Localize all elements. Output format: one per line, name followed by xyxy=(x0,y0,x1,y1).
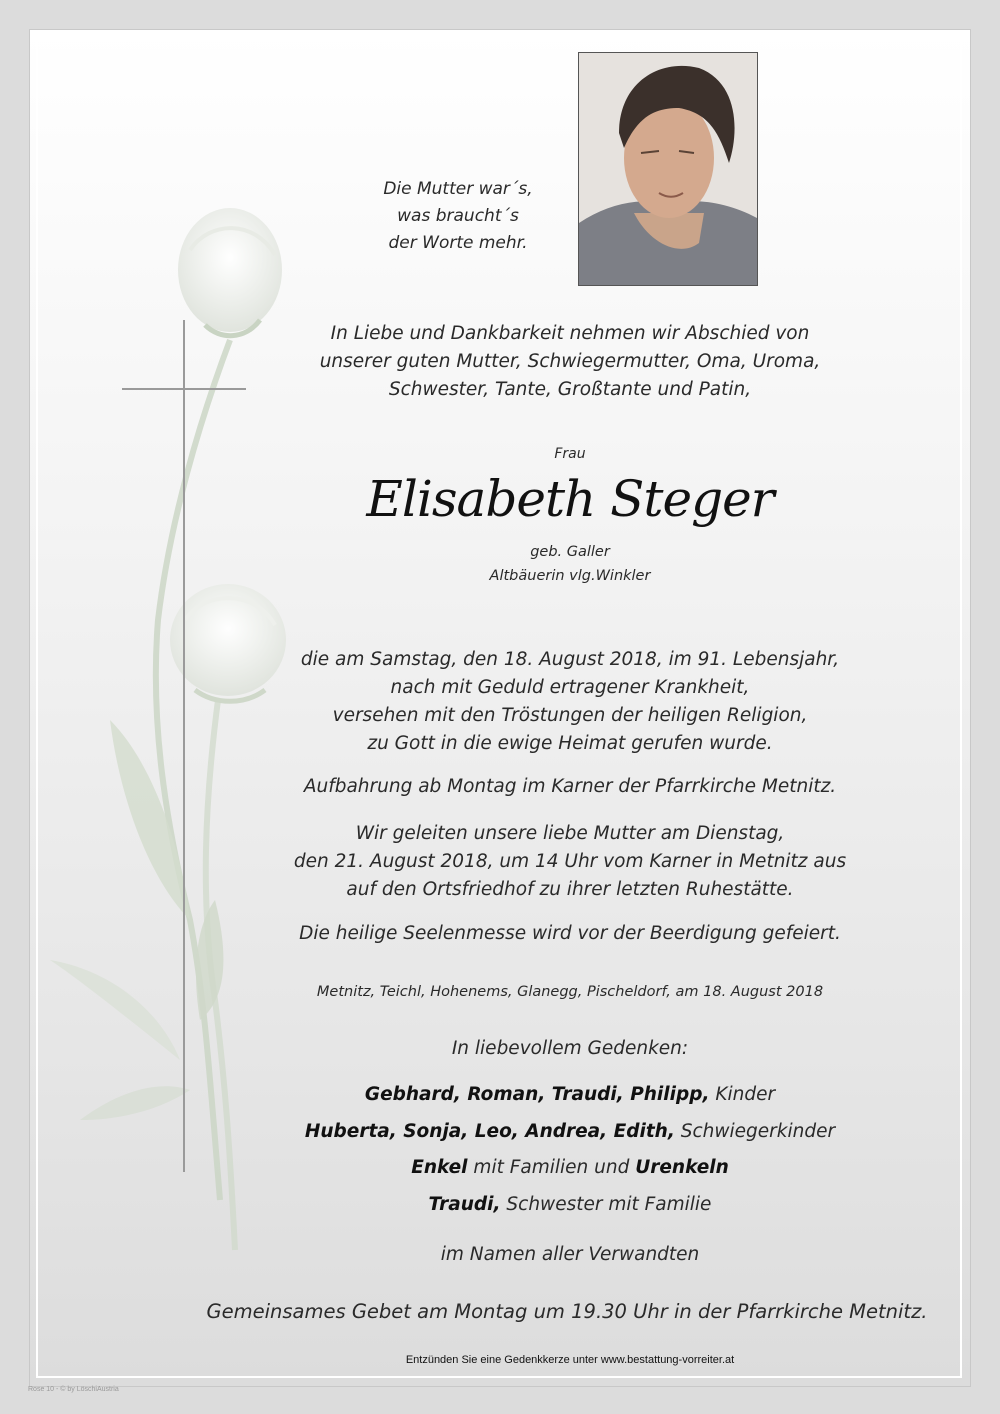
quote-line: was braucht´s xyxy=(397,206,519,226)
family-relation: mit Familien und xyxy=(473,1157,630,1178)
intro-line: unserer guten Mutter, Schwiegermutter, Oma, Uroma, xyxy=(319,351,821,372)
family-names: Enkel xyxy=(411,1157,468,1178)
family-names: Urenkeln xyxy=(635,1157,729,1178)
family-relation: Schwiegerkinder xyxy=(680,1121,836,1142)
image-credit: Rose 10 - © by LöschiAustria xyxy=(28,1386,119,1393)
death-line: versehen mit den Tröstungen der heiligen Religion, xyxy=(332,705,808,726)
deceased-name: Elisabeth Steger xyxy=(366,470,774,528)
burial-info xyxy=(240,820,900,904)
family-sister xyxy=(240,1194,900,1215)
family-names: Gebhard, Roman, Traudi, Philipp, xyxy=(364,1084,710,1105)
intro-line: In Liebe und Dankbarkeit nehmen wir Abschied von xyxy=(330,323,810,344)
family-names: Traudi, xyxy=(428,1194,501,1215)
death-line: nach mit Geduld ertragener Krankheit, xyxy=(390,677,750,698)
family-grandchildren xyxy=(240,1157,900,1178)
intro-text xyxy=(240,320,900,404)
family-relation: Kinder xyxy=(715,1084,776,1105)
candle-link-text[interactable]: Entzünden Sie eine Gedenkkerze unter www.bestattung-vorreiter.at xyxy=(405,1354,735,1366)
family-names: Huberta, Sonja, Leo, Andrea, Edith, xyxy=(304,1121,675,1142)
burial-line: den 21. August 2018, um 14 Uhr vom Karner in Metnitz aus xyxy=(293,851,847,872)
portrait-illustration xyxy=(579,53,757,285)
memory-heading: In liebevollem Gedenken: xyxy=(451,1038,689,1059)
portrait-photo xyxy=(578,52,758,286)
quote-line: Die Mutter war´s, xyxy=(383,179,533,199)
death-line: die am Samstag, den 18. August 2018, im 91. Lebensjahr, xyxy=(300,649,840,670)
viewing-info: Aufbahrung ab Montag im Karner der Pfarrkirche Metnitz. xyxy=(303,776,837,797)
family-in-laws xyxy=(240,1121,900,1142)
death-notice xyxy=(240,646,900,758)
places-date: Metnitz, Teichl, Hohenems, Glanegg, Pischeldorf, am 18. August 2018 xyxy=(316,984,824,1000)
quote xyxy=(348,176,568,257)
death-line: zu Gott in die ewige Heimat gerufen wurde. xyxy=(367,733,773,754)
family-relation: Schwester mit Familie xyxy=(506,1194,712,1215)
prayer-info: Gemeinsames Gebet am Montag um 19.30 Uhr in der Pfarrkirche Metnitz. xyxy=(206,1300,928,1323)
family-children xyxy=(240,1084,900,1105)
mass-info: Die heilige Seelenmesse wird vor der Beerdigung gefeiert. xyxy=(299,923,841,944)
salutation: Frau xyxy=(554,446,586,462)
quote-line: der Worte mehr. xyxy=(388,233,528,253)
burial-line: auf den Ortsfriedhof zu ihrer letzten Ruhestätte. xyxy=(346,879,794,900)
occupation: Altbäuerin vlg.Winkler xyxy=(489,568,651,584)
burial-line: Wir geleiten unsere liebe Mutter am Dienstag, xyxy=(355,823,785,844)
intro-line: Schwester, Tante, Großtante und Patin, xyxy=(388,379,752,400)
relatives-note: im Namen aller Verwandten xyxy=(440,1244,700,1265)
birth-name: geb. Galler xyxy=(530,544,610,560)
